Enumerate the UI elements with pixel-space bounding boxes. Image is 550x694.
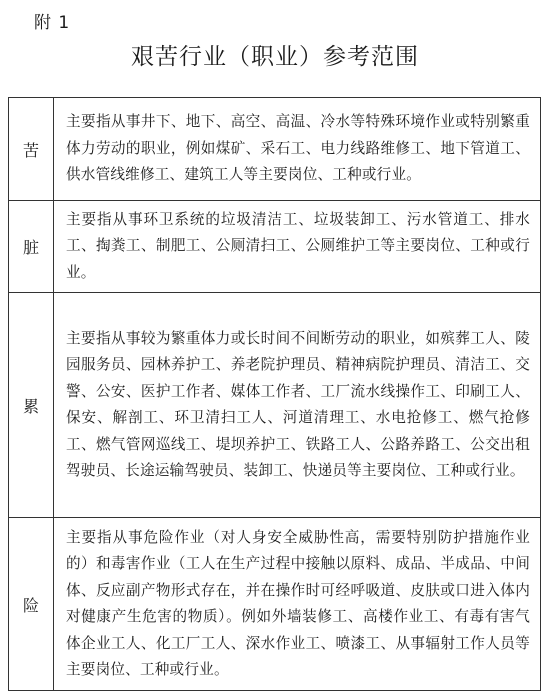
table-row <box>9 518 541 691</box>
document-title: 艰苦行业（职业）参考范围 <box>131 44 419 70</box>
description-cell: 主要指从事井下、地下、高空、高温、冷水等特殊环境作业或特别繁重体力劳动的职业，例如煤矿、采石工、电力线路维修工、地下管道工、供水管线维修工、建筑工人等主要岗位、工种或行业。 <box>54 98 541 201</box>
table-row <box>9 293 541 518</box>
category-cell: 脏 <box>9 201 54 293</box>
description-cell: 主要指从事危险作业（对人身安全威胁性高，需要特别防护措施作业的）和毒害作业（工人在生产过程中接触以原料、成品、半成品、中间体、反应副产物形式存在，并在操作时可经呼吸道、皮肤或口进入体内对健康产生危害的物质）。例如外墙装修工、高楼作业工、有毒有害气体企业工人、化工厂工人、深水作业工、喷漆工、从事辐射工作人员等主要岗位、工种或行业。 <box>54 518 541 691</box>
category-cell: 累 <box>9 293 54 518</box>
description-cell: 主要指从事环卫系统的垃圾清洁工、垃圾装卸工、污水管道工、排水工、掏粪工、制肥工、公厕清扫工、公厕维护工等主要岗位、工种或行业。 <box>54 201 541 293</box>
description-cell: 主要指从事较为繁重体力或长时间不间断劳动的职业，如殡葬工人、陵园服务员、园林养护工、养老院护理员、精神病院护理员、清洁工、交警、公安、医护工作者、媒体工作者、工厂流水线操作工、印刷工人、保安、解剖工、环卫清扫工人、河道清理工、水电抢修工、燃气抢修工、燃气管网巡线工、堤坝养护工、铁路工人、公路养路工、公交出租驾驶员、长途运输驾驶员、装卸工、快递员等主要岗位、工种或行业。 <box>54 293 541 518</box>
appendix-label: 附 1 <box>34 13 71 33</box>
reference-table <box>8 97 541 691</box>
category-cell: 险 <box>9 518 54 691</box>
category-cell: 苦 <box>9 98 54 201</box>
table-row <box>9 98 541 201</box>
table-row <box>9 201 541 293</box>
